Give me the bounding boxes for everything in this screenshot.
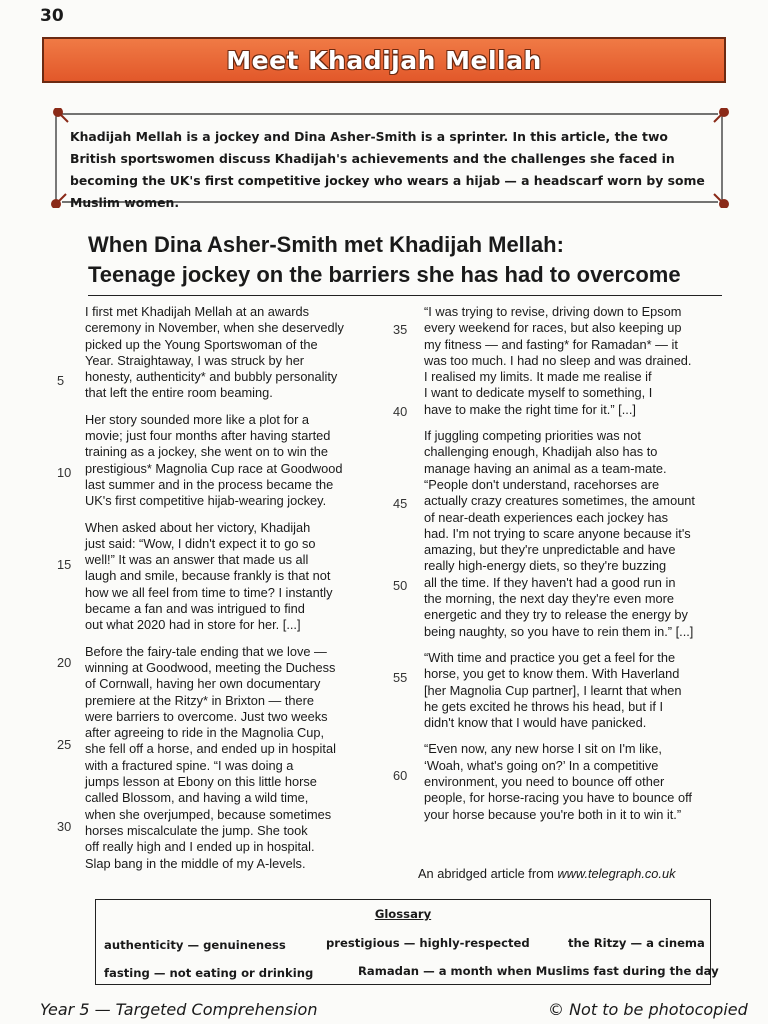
article-line: ‘Woah, what's going on?’ In a competitive [424,757,659,773]
article-line: Her story sounded more like a plot for a [85,411,310,427]
article-line: Slap bang in the middle of my A-levels. [85,855,306,871]
footer-copyright: © Not to be photocopied [548,1000,748,1019]
article-line: of Cornwall, having her own documentary [85,676,321,692]
citation-source-link: www.telegraph.co.uk [557,866,676,881]
article-line: well!” It was an answer that made us all [85,552,309,568]
glossary-entry: fasting — not eating or drinking [104,966,314,980]
headline-line-2: Teenage jockey on the barriers she has had to overcome [88,262,681,287]
article-line: out what 2020 had in store for her. [...] [85,617,301,633]
line-number: 30 [57,819,72,834]
article-line: [her Magnolia Cup partner], I learnt that when [424,682,682,698]
glossary-entry: Ramadan — a month when Muslims fast during the day [358,964,719,978]
article-line: ceremony in November, when she deservedly [85,320,344,336]
glossary-entry: authenticity — genuineness [104,938,286,952]
article-line: had. I'm not trying to scare anyone because it's [424,525,691,541]
article-line: horses miscalculate the jump. She took [85,822,308,838]
article-line: When asked about her victory, Khadijah [85,519,311,535]
article-line: actually crazy creatures sometimes, the amount [424,493,695,509]
article-line: laugh and smile, because frankly is that not [85,568,331,584]
article-line: horse, you get to know them. With Haverland [424,666,680,682]
glossary-box [95,899,719,985]
article-paragraph [424,304,724,418]
line-number: 10 [57,465,72,480]
article-line: training as a jockey, she went on to win the [85,444,329,460]
article-line: just said: “Wow, I didn't expect it to go so [85,535,316,551]
article-line: didn't know that I would have panicked. [424,715,647,731]
line-number: 40 [393,404,408,419]
article-line: honesty, authenticity* and bubbly personality [85,369,338,385]
article-line: last summer and in the process became the [85,476,334,492]
banner-title: Meet Khadijah Mellah [226,45,542,75]
article-line: “Even now, any new horse I sit on I'm like, [424,741,662,757]
article-line: people, for horse-racing you have to bounce off [424,790,692,806]
article-line: I realised my limits. It made me realise if [424,369,652,385]
article-line: “I was trying to revise, driving down to Epsom [424,304,682,319]
article-line: premiere at the Ritzy* in Brixton — there [85,692,315,708]
article-citation [418,866,676,881]
footer-series-title: Year 5 — Targeted Comprehension [40,1000,318,1019]
article-line: really high-energy diets, so they're buzzing [424,558,667,574]
article-paragraph [424,428,724,640]
right-column [424,304,724,833]
article-line: every weekend for races, but also keeping up [424,320,682,336]
article-line: Before the fairy-tale ending that we love — [85,643,327,659]
article-line: environment, you need to bounce off other [424,774,665,790]
article-line: your horse because you're both in it to win it.” [424,806,682,822]
article-line: amazing, but they're unpredictable and have [424,542,676,558]
article-line: how we all feel from time to time? I instantly [85,584,333,600]
article-paragraph [85,412,375,510]
article-line: UK's first competitive hijab-wearing jockey. [85,493,327,509]
article-line: prestigious* Magnolia Cup race at Goodwood [85,460,343,476]
article-line: energetic and they try to release the energy by [424,607,688,623]
article-paragraph [424,741,724,822]
article-line: “People don't understand, racehorses are [424,476,660,492]
title-banner [42,37,726,83]
article-paragraph [85,520,375,634]
article-line: of near-death experiences each jockey has [424,509,669,525]
article-headline [88,230,728,290]
line-number: 25 [57,737,72,752]
article-line: manage having an animal as a team-mate. [424,460,667,476]
line-number: 60 [393,768,408,783]
article-line: that left the entire room beaming. [85,385,273,401]
article-line: with a fractured spine. “I was doing a [85,757,294,773]
article-line: I want to dedicate myself to something, I [424,385,653,401]
article-line: all the time. If they haven't had a good run in [424,574,676,590]
glossary-title: Glossary [374,907,432,921]
article-line: picked up the Young Sportswoman of the [85,336,318,352]
headline-line-1: When Dina Asher-Smith met Khadijah Mellah: [88,232,564,257]
article-paragraph [85,644,375,872]
article-line: movie; just four months after having started [85,428,331,444]
line-number: 45 [393,496,408,511]
article-line: were barriers to overcome. Just two weeks [85,708,328,724]
article-line: he gets excited he throws his head, but if I [424,698,664,714]
line-number: 50 [393,578,408,593]
article-line: the morning, the next day they're even more [424,591,674,607]
article-line: off really high and I ended up in hospital. [85,839,315,855]
glossary-entry: the Ritzy — a cinema [568,936,705,950]
article-line: “With time and practice you get a feel for the [424,649,676,665]
article-line: when she overjumped, because sometimes [85,806,332,822]
article-line: she fell off a horse, and ended up in hospital [85,741,336,757]
article-line: winning at Goodwood, meeting the Duchess [85,659,336,675]
article-line: I first met Khadijah Mellah at an awards [85,304,310,319]
left-column [85,304,375,882]
line-number: 20 [57,655,72,670]
article-line: was too much. I had no sleep and was drained. [424,352,692,368]
article-line: being naughty, so you have to rein them in.” [...] [424,623,694,639]
intro-text: Khadijah Mellah is a jockey and Dina Asher-Smith is a sprinter. In this article, the two British sportswomen discuss Khadijah's achievements and the challenges she faced in becoming the UK's first competitive jockey who wears a hijab — a headscarf worn by some Muslim women. [70,129,705,210]
article-line: my fitness — and fasting* for Ramadan* — it [424,336,678,352]
glossary-entry: prestigious — highly-respected [326,936,530,950]
article-line: have to make the right time for it.” [...] [424,401,636,417]
article-line: If juggling competing priorities was not [424,428,641,444]
line-number: 15 [57,557,72,572]
article-line: challenging enough, Khadijah also has to [424,444,658,460]
line-number: 5 [57,373,65,388]
line-number: 35 [393,322,408,337]
article-line: called Blossom, and having a wild time, [85,790,309,806]
article-line: became a fan and was intrigued to find [85,601,305,617]
article-paragraph [424,650,724,731]
headline-divider [88,295,722,296]
article-line: Year. Straightaway, I was struck by her [85,352,305,368]
article-line: after agreeing to ride in the Magnolia Cup, [85,725,325,741]
line-number: 55 [393,670,408,685]
page-number: 30 [40,6,64,26]
article-paragraph [85,304,375,402]
citation-prefix: An abridged article from [418,866,558,881]
article-line: jumps lesson at Ebony on this little horse [85,774,317,790]
intro-box [50,108,730,208]
